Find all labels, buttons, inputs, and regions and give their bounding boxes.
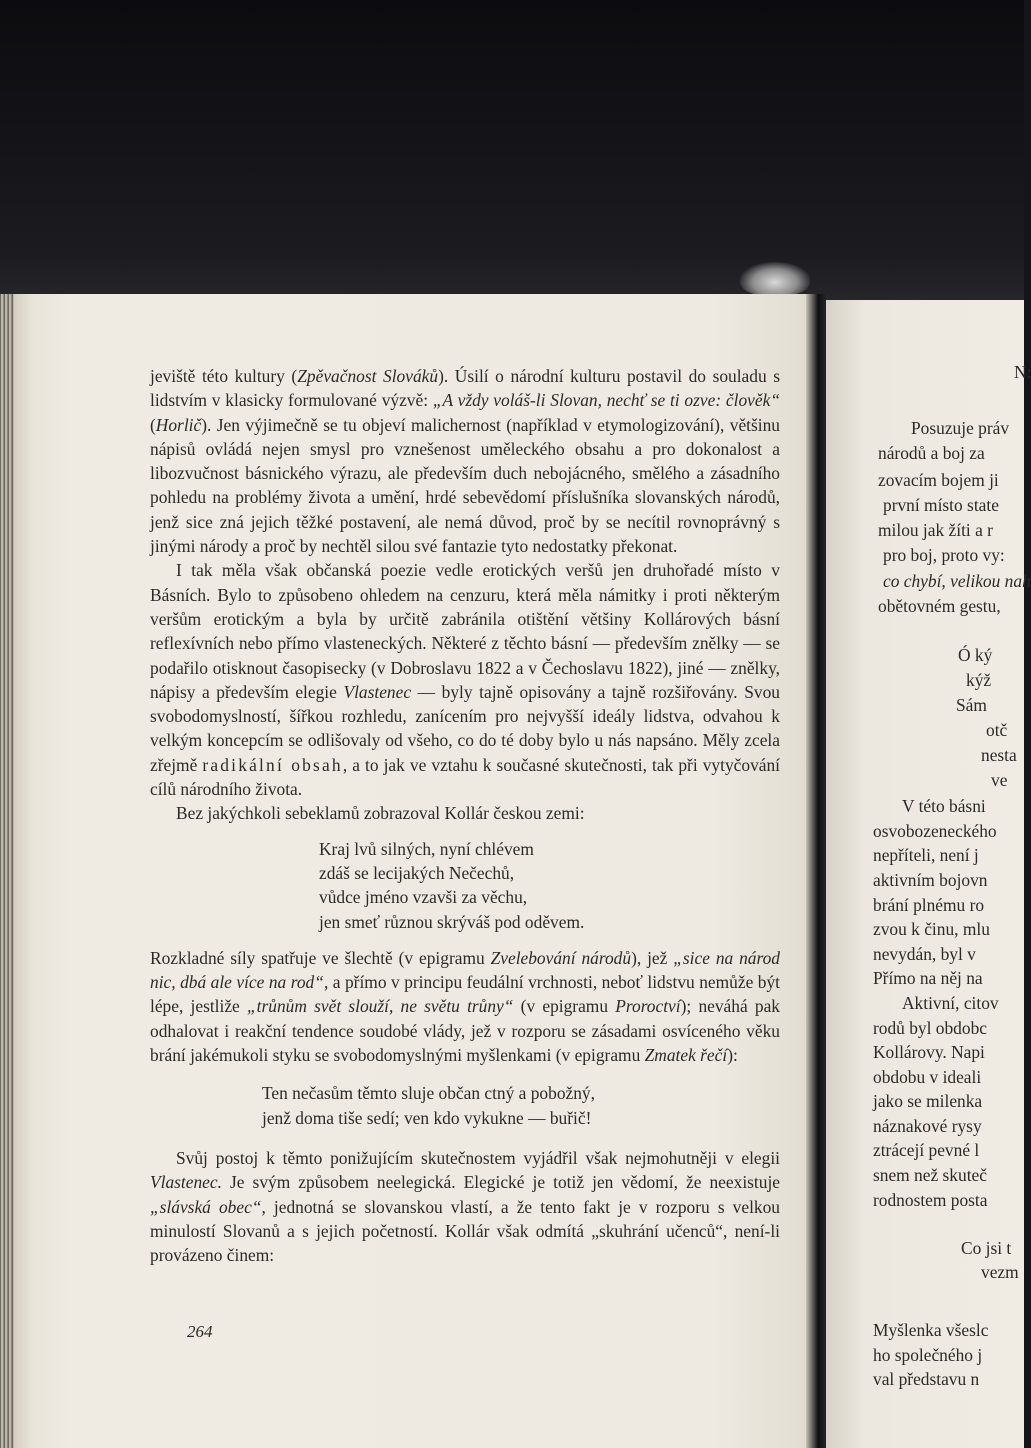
right-page-line: obětovném gestu, xyxy=(878,596,1001,616)
right-page-line: Přímo na něj na xyxy=(873,968,983,988)
verse-line: zdáš se lecijakých Nečechů, xyxy=(319,862,515,883)
light-glare xyxy=(740,262,810,296)
right-page-line: nevydán, byl v xyxy=(873,944,976,964)
right-page-line: Co jsi t xyxy=(961,1238,1012,1258)
right-page-line: obdobu v ideali xyxy=(873,1067,982,1087)
right-page-line: co chybí, velikou nah xyxy=(883,571,1031,591)
right-page-line: aktivním bojovn xyxy=(873,870,988,890)
right-page-line: V této básni xyxy=(902,796,986,816)
verse-line: jenž doma tiše sedí; ven kdo vykukne — buřič! xyxy=(262,1107,592,1128)
right-page-line: nepříteli, není j xyxy=(873,845,979,865)
right-page-line: ztrácejí pevné l xyxy=(873,1140,980,1160)
right-page-line: Kollárovy. Napi xyxy=(873,1042,985,1062)
book-gutter xyxy=(806,294,828,1448)
verse-line: jen smeť různou skrýváš pod oděvem. xyxy=(319,911,585,932)
page-number: 264 xyxy=(187,1322,213,1341)
right-page-line: Ó ký xyxy=(958,645,993,665)
right-page-line: náznakové rysy xyxy=(873,1116,982,1136)
verse-quote-2 xyxy=(262,1081,780,1130)
right-page-line: otč xyxy=(986,720,1008,740)
paragraph-1: jeviště této kultury (Zpěvačnost Slováků). Úsilí o národní kulturu postavil do souladu s lidstvím v klasicky formulované výzvě: „A vždy voláš-li Slovan, nechť se ti ozve: člověk“ (Horlič). Jen výjimečně se tu objeví malichernost (například v etymologizování), většinu nápisů ovládá nejen smysl pro vznešenost uměleckého obsahu a pro dokonalost a libozvučnost básnického výrazu, ale především duch nebojácného, smělého a zásadního pohledu na problémy života a umění, hrdé sebevědomí příslušníka slovanských národů, jenž sice zná jejich těžké postavení, ale nemá důvod, proč by se necítil rovnoprávný s jinými národy a proč by nechtěl silou své fantazie tyto nedostatky překonat. xyxy=(150,366,781,557)
right-page-line: brání plnému ro xyxy=(873,895,985,915)
right-page-line: milou jak žíti a r xyxy=(878,520,993,540)
right-page-line: první místo state xyxy=(883,495,999,515)
right-page-line: snem než skuteč xyxy=(873,1165,987,1185)
right-page-line: Sám xyxy=(956,695,987,715)
paragraph-5: Svůj postoj k těmto ponižujícím skutečnostem vyjádřil však nejmohutněji v elegii Vlastenec. Je svým způsobem neelegická. Elegické je totiž jen vědomí, že neexistuje „slávská obec“, jednotná se slovanskou vlastí, a že tento fakt je v rozporu s velkou minulostí Slovanů a s jejich početností. Kollár však odmítá „skuhrání učenců“, není-li provázeno činem: xyxy=(150,1147,781,1266)
right-page-line: N: xyxy=(1014,362,1031,382)
right-page-line: pro boj, proto vy: xyxy=(883,545,1005,565)
dark-background xyxy=(0,0,1024,300)
verse-line: Ten nečasům těmto sluje občan ctný a pobožný, xyxy=(262,1083,595,1104)
right-page-line: nesta xyxy=(981,745,1017,765)
right-page-line: vezm xyxy=(981,1262,1019,1282)
right-page-line: zovacím bojem ji xyxy=(878,470,999,490)
right-page-line: ve xyxy=(991,770,1008,790)
page-edges xyxy=(0,294,14,1448)
right-page-line: zvou k činu, mlu xyxy=(873,919,990,939)
right-page-line: osvobozeneckého xyxy=(873,821,997,841)
verse-line: Kraj lvů silných, nyní chlévem xyxy=(319,838,534,859)
verse-line: vůdce jméno vzavši za věchu, xyxy=(319,887,528,908)
right-page-line: kýž xyxy=(966,670,992,690)
right-page-line: Aktivní, citov xyxy=(902,993,999,1013)
paragraph-4: Rozkladné síly spatřuje ve šlechtě (v epigramu Zvelebování národů), jež „sice na národ nic, dbá ale více na rod“, a přímo v principu feudální vrchnosti, neboť lidstvu nemůže být lépe, jestliže „trůnům svět slouží, ne světu trůny“ (v epigramu Proroctví); neváhá pak odhalovat i reakční tendence soudobé vlády, jež v rozporu se zásadami osvíceného věku brání jakémukoli styku se svobodomyslnými myšlenkami (v epigramu Zmatek řečí): xyxy=(150,947,781,1066)
right-page-line: val představu n xyxy=(873,1369,980,1389)
paragraph-2: I tak měla však občanská poezie vedle erotických veršů jen druhořadé místo v Básních. Bylo to způsobeno ohledem na cenzuru, která měla námitky i proti některým veršům erotickým a byla by určitě zabránila otištění většiny Kollárových básní reflexívních nebo přímo vlasteneckých. Některé z těchto básní — především znělky — se podařilo otisknout časopisecky (v Dobroslavu 1822 a v Čechoslavu 1822), jiné — znělky, nápisy a především elegie Vlastenec — byly tajně opisovány a tajně rozšiřovány. Svou svobodomyslností, šířkou rozhledu, zanícením pro nejvyšší ideály lidstva, odvahou k velkým koncepcím se odlišovaly od všeho, co do té doby bylo u nás napsáno. Měly zcela zřejmě radikální obsah, a to jak ve vztahu k současné skutečnosti, tak při vytyčování cílů národního života. xyxy=(150,560,781,800)
paragraph-3: Bez jakýchkoli sebeklamů zobrazoval Kollár českou zemi: xyxy=(176,803,585,824)
right-page-line: rodů byl obdobc xyxy=(873,1018,987,1038)
right-page-line: ho společného j xyxy=(873,1345,983,1365)
right-page xyxy=(826,300,1031,1448)
right-page-line: jako se milenka xyxy=(873,1091,983,1111)
verse-quote-1 xyxy=(319,837,780,934)
right-page-line: národů a boj za xyxy=(878,443,985,463)
right-page-line: Posuzuje práv xyxy=(911,418,1010,438)
right-page-line: Myšlenka všeslc xyxy=(873,1320,989,1340)
left-page-text xyxy=(150,364,780,1267)
right-page-line: rodnostem posta xyxy=(873,1190,988,1210)
